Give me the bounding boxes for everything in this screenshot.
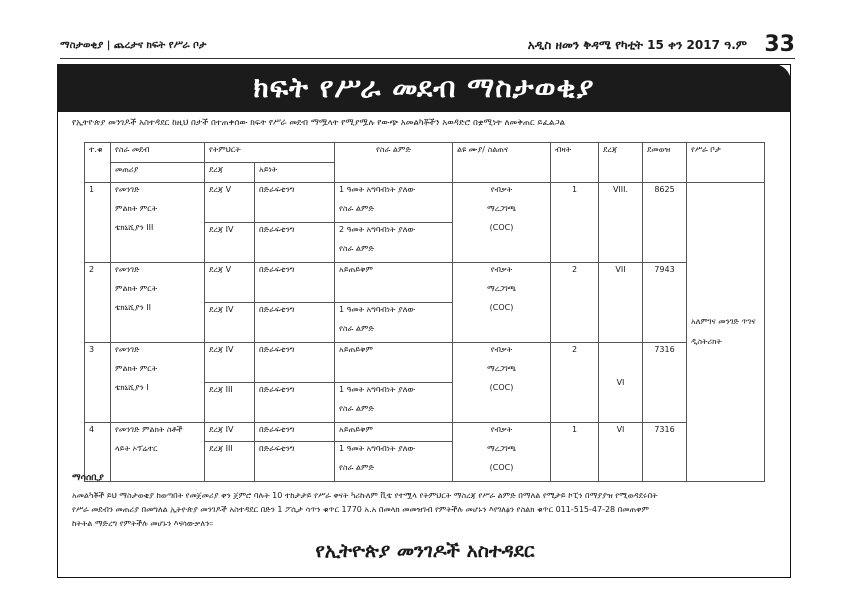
grade-type: በድራፍቲንግ [255,223,335,263]
table-row [85,263,765,303]
experience: 1 ዓመት አግባብነት ያለው የስራ ልምድ [335,183,453,223]
header-grade-type: አይነት [255,163,335,183]
work-location: አለምገና መንገድ ጥገና ዲስትሪክት [687,183,765,482]
notes-body [72,489,772,531]
salary: 8625 [643,183,687,263]
grade-type: በድራፍቲንግ [255,303,335,343]
notes-line: የሥራ መደብን መጠሪያ በመግለል ኢትዮጵያ መንገዶች አስተዳደር በድን 1 ፖሲታ ሳጥን ቁጥር 1770 አ.አ በመላክ መመዝገብ የምትችሉ መሆኑን እየገለፅን የስልክ ቁጥር 011-515-47-28 በመጠቀም [72,505,649,514]
notes-line: አመልካቾች ይህ ማስታወቂያ ከወጣበት የመጀመሪያ ቀን ጀምሮ ባሉት 10 ተከታታይ የሥራ ቀናት ካሪኩለም ቪቴ የተሟላ የትምህርት ማስረጃ የሥራ ልምድ በማለል የሚታይ ኮፒን በማያያዝ የሚወዳደሩበት [72,491,658,500]
page-header [60,32,795,60]
experience: አይጠይቅም [335,423,453,442]
salary: 7943 [643,263,687,343]
job-grade: VII [599,263,643,343]
header-experience: የስራ ልምድ [335,143,453,183]
grade-type: በድራፍቲንግ [255,343,335,383]
skill-cert: የብቃት ማረጋገጫ (COC) [453,183,551,263]
quantity: 2 [551,263,599,343]
header-grade: የትምህርት [205,143,335,163]
grade-type: በድራፍቲንግ [255,442,335,482]
experience: 1 ዓመት አግባብነት ያለው የስራ ልምድ [335,383,453,423]
section-label: ማስታወቂያ | ጨረታና ክፍት የሥራ ቦታ [60,40,207,51]
job-grade: VI [599,423,643,482]
grade-level: ደረጃ IV [205,343,255,383]
banner-title: ክፍት የሥራ መደብ ማስታወቂያ [57,64,791,112]
grade-level: ደረጃ III [205,383,255,423]
grade-level: ደረጃ III [205,442,255,482]
quantity: 1 [551,183,599,263]
skill-cert: የብቃት ማረጋገጫ (COC) [453,423,551,482]
vacancy-table [84,142,765,482]
experience: አይጠይቅም [335,263,453,303]
position-title: የመንገድ ምልክት ምርት ቴክኒሺያን III [111,183,205,263]
salary: 7316 [643,423,687,482]
row-number: 3 [85,343,111,423]
header-qty: ብዛት [551,143,599,183]
row-number: 1 [85,183,111,263]
intro-text: የኢትዮጵያ መንገዶች አስተዳደር ከዚህ በታች በተጠቀሰው ክፍት የሥራ መደብ ማሟላት የሚያሟሉ የውጭ አመልካቾችን አወዳድሮ በቋሚነት ለመቅጠር ይፈልጋል [72,118,566,128]
header-position-sub: መጠሪያ [111,163,205,183]
grade-level: ደረጃ IV [205,223,255,263]
grade-level: ደረጃ IV [205,423,255,442]
organization-signature: የኢትዮጵያ መንገዶች አስተዳደር [315,540,535,562]
salary: 7316 [643,343,687,423]
newspaper-dateline: አዲስ ዘመን ቅዳሜ የካቲት 15 ቀን 2017 ዓ.ም [527,38,747,52]
grade-type: በድራፍቲንግ [255,423,335,442]
table-row [85,423,765,442]
header-skill: ልዩ ሙያ/ ስልጠና [453,143,551,183]
skill-cert: የብቃት ማረጋገጫ (COC) [453,263,551,343]
header-level: ደረጃ [599,143,643,183]
experience: 1 ዓመት አግባብነት ያለው የስራ ልምድ [335,442,453,482]
table-row [85,183,765,223]
table-row [85,343,765,383]
page-number: 33 [764,32,795,57]
job-grade: VI [599,343,643,423]
header-salary: ደመወዝ [643,143,687,183]
experience: 2 ዓመት አግባብነት ያለው የስራ ልምድ [335,223,453,263]
header-position: የስራ መደብ [111,143,205,163]
position-title: የመንገድ ምልክት ምርት ቴክኒሺያን I [111,343,205,423]
header-rule [60,58,795,59]
quantity: 2 [551,343,599,423]
quantity: 1 [551,423,599,482]
skill-cert: የብቃት ማረጋገጫ (COC) [453,343,551,423]
grade-level: ደረጃ IV [205,303,255,343]
row-number: 2 [85,263,111,343]
notes-line: ከትትል ማድረግ የምትችሉ መሆኑን እናሳውቃለን፡፡ [72,519,214,528]
position-title: የመንገድ ምልክት ምርት ቴክኒሺያን II [111,263,205,343]
grade-level: ደረጃ V [205,183,255,223]
notes-title: ማሳሰቢያ [72,473,104,483]
grade-level: ደረጃ V [205,263,255,303]
job-grade: VIII. [599,183,643,263]
experience: አይጠይቅም [335,343,453,383]
header-location: የሥራ ቦታ [687,143,765,183]
grade-type: በድራፍቲንግ [255,263,335,303]
header-no: ተ.ቁ [85,143,111,183]
header-grade-level: ደረጃ [205,163,255,183]
row-number: 4 [85,423,111,482]
grade-type: በድራፍቲንግ [255,383,335,423]
grade-type: በድራፍቲንግ [255,183,335,223]
experience: 1 ዓመት አግባብነት ያለው የስራ ልምድ [335,303,453,343]
position-title: የመንገድ ምልክት ስቶች ላይት ኦፕሬተር [111,423,205,482]
